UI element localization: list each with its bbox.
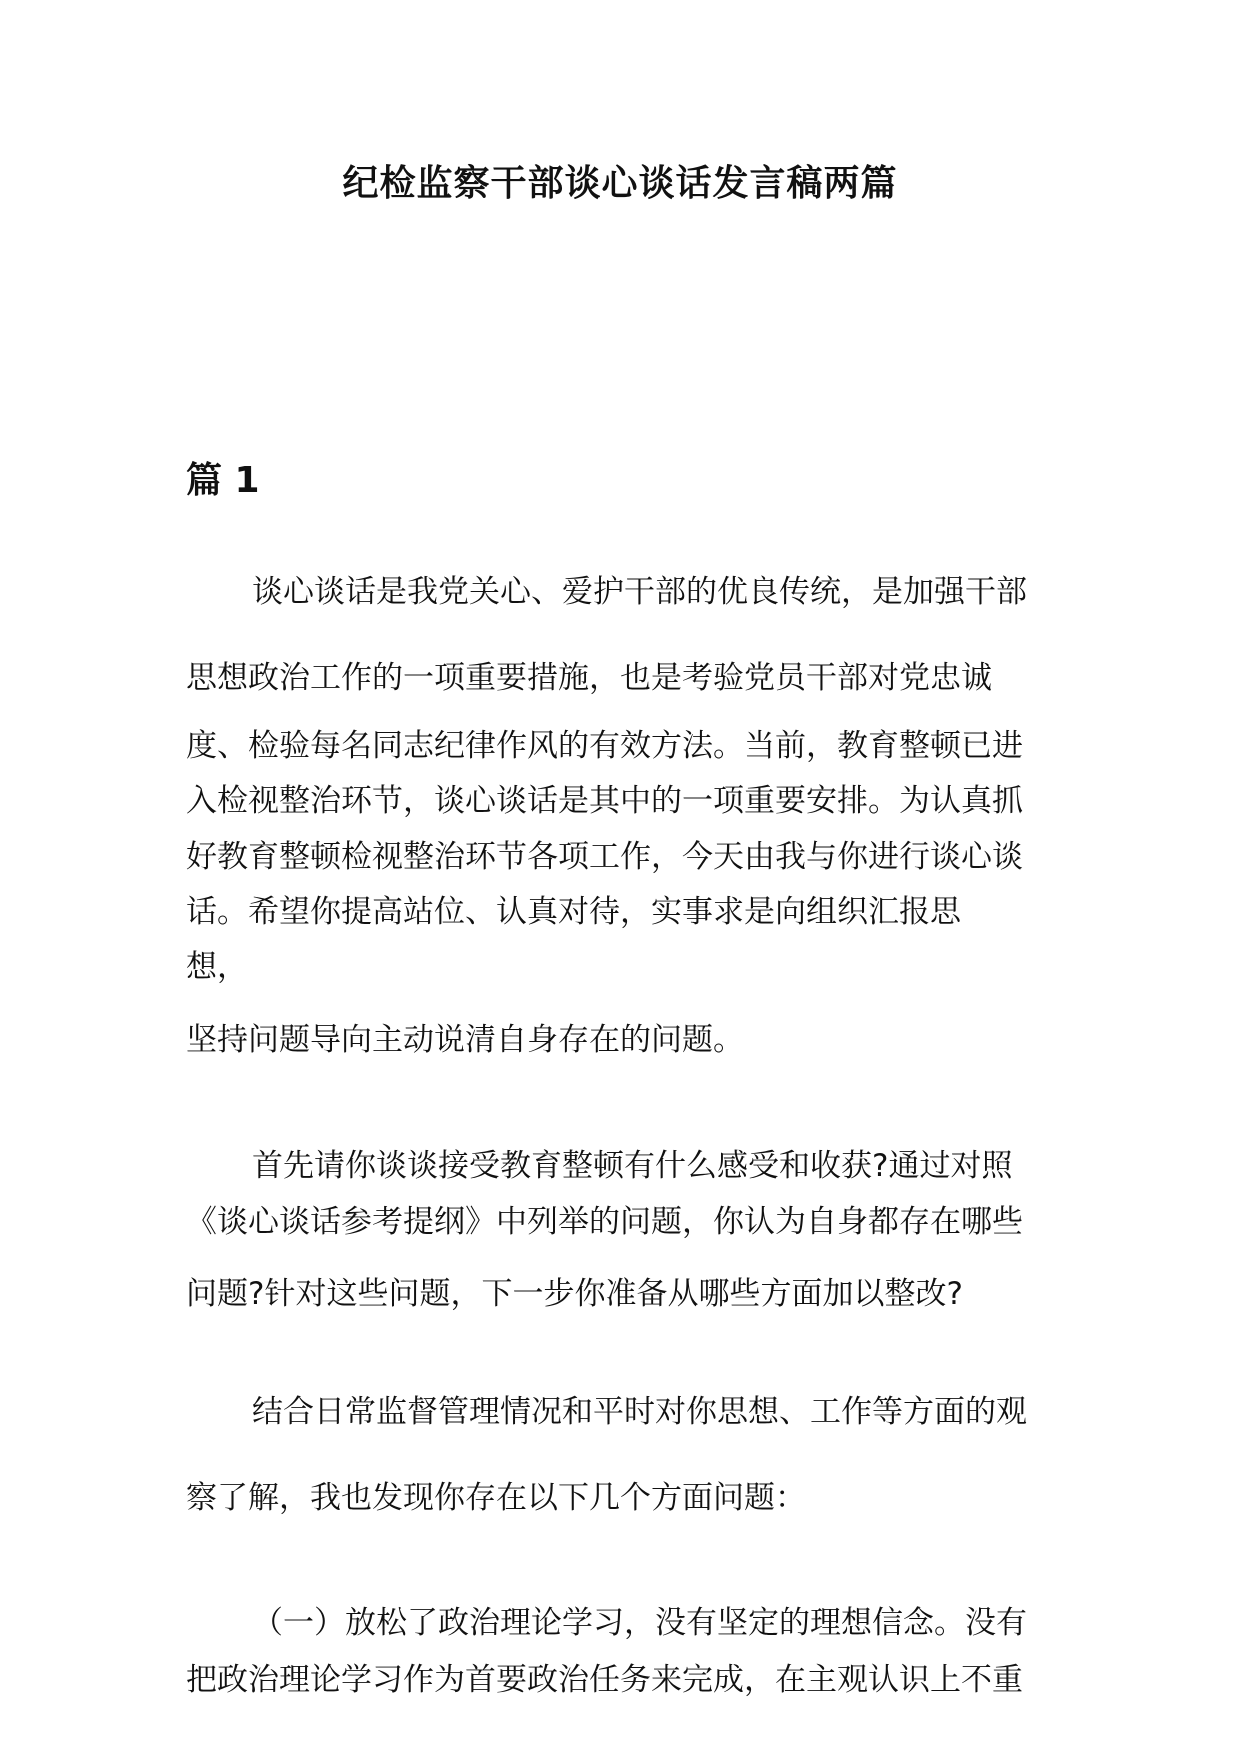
paragraph-line: 结合日常监督管理情况和平时对你思想、工作等方面的观	[252, 1394, 1027, 1430]
paragraph-line: 问题?针对这些问题，下一步你准备从哪些方面加以整改?	[186, 1276, 963, 1312]
document-title: 纪检监察干部谈心谈话发言稿两篇	[342, 163, 898, 204]
paragraph-line: （一）放松了政治理论学习，没有坚定的理想信念。没有	[252, 1605, 1027, 1641]
paragraph-line: 《谈心谈话参考提纲》中列举的问题，你认为自身都存在哪些	[186, 1204, 1023, 1240]
paragraph-line: 度、检验每名同志纪律作风的有效方法。当前，教育整顿已进	[186, 728, 1023, 764]
paragraph-line: 察了解，我也发现你存在以下几个方面问题：	[186, 1480, 806, 1516]
paragraph-line: 好教育整顿检视整治环节各项工作，今天由我与你进行谈心谈	[186, 839, 1023, 875]
paragraph-line: 首先请你谈谈接受教育整顿有什么感受和收获?通过对照	[252, 1148, 1013, 1184]
paragraph-line: 思想政治工作的一项重要措施，也是考验党员干部对党忠诚	[186, 660, 992, 696]
paragraph-line: 坚持问题导向主动说清自身存在的问题。	[186, 1022, 744, 1058]
paragraph-line: 谈心谈话是我党关心、爱护干部的优良传统，是加强干部	[252, 574, 1027, 610]
paragraph-line: 话。希望你提高站位、认真对待，实事求是向组织汇报思	[186, 894, 961, 930]
section-heading: 篇 1	[186, 460, 260, 501]
paragraph-line: 想，	[186, 949, 248, 985]
paragraph-line: 把政治理论学习作为首要政治任务来完成，在主观认识上不重	[186, 1662, 1023, 1698]
paragraph-line: 入检视整治环节，谈心谈话是其中的一项重要安排。为认真抓	[186, 783, 1023, 819]
